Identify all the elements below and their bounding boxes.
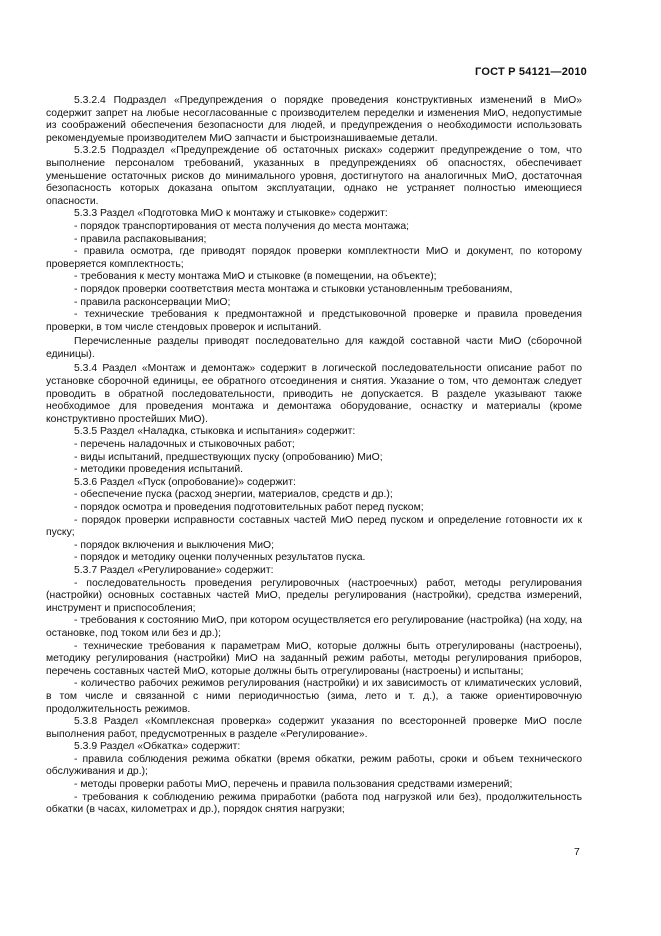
list-item: - методы проверки работы МиО, перечень и правила пользования средствами измерений;: [74, 779, 513, 791]
list-item: - виды испытаний, предшествующих пуску (опробованию) МиО;: [74, 451, 383, 463]
paragraph: 5.3.7 Раздел «Регулирование» содержит:: [74, 564, 274, 576]
list-item: - правила распаковывания;: [74, 233, 207, 245]
paragraph: 5.3.6 Раздел «Пуск (опробование)» содержит:: [74, 476, 296, 488]
list-item: - порядок и методику оценки полученных результатов пуска.: [74, 552, 366, 564]
page-number: 7: [574, 847, 580, 858]
paragraph: 5.3.2.5 Подраздел «Предупреждение об остаточных рисках» содержит предупреждение о том, что выполнение персоналом требований, указанных в предупреждениях об опасностях, обеспечивает уменьшение остаточных рисков до минимального уровня, достигнутого на аналогичных МиО, достаточная безопасность которых доказана опытом эксплуатации, однако не устраняет полностью имеющиеся опасности.: [46, 145, 582, 207]
list-item: - требования к состоянию МиО, при котором осуществляется его регулирование (настройка) (на ходу, на остановке, под током или без и др.);: [46, 615, 582, 639]
paragraph: 5.3.9 Раздел «Обкатка» содержит:: [74, 741, 241, 753]
list-item: - требования к месту монтажа МиО и стыковке (в помещении, на объекте);: [74, 271, 437, 283]
paragraph: 5.3.4 Раздел «Монтаж и демонтаж» содержит в логической последовательности описание работ по установке сборочной единицы, ее обратного отсоединения и снятия. Указание о том, что демонтаж следует проводить в обратной последовательности, приводить не допускается. В разделе указывают также необходимое для проведения монтажа и демонтажа оборудование, оснастку и материалы (кроме конструктивно простейших МиО).: [46, 363, 582, 425]
list-item: - порядок включения и выключения МиО;: [74, 539, 275, 551]
paragraph: 5.3.5 Раздел «Наладка, стыковка и испытания» содержит:: [74, 426, 356, 438]
paragraph: Перечисленные разделы приводят последовательно для каждой составной части МиО (сборочной единицы).: [46, 336, 582, 360]
list-item: - правила соблюдения режима обкатки (время обкатки, режим работы, сроки и объем технического обслуживания и др.);: [46, 753, 582, 778]
list-item: - порядок транспортирования от места получения до места монтажа;: [74, 220, 410, 232]
list-item: - порядок осмотра и проведения подготовительных работ перед пуском;: [74, 502, 424, 513]
paragraph: 5.3.2.4 Подраздел «Предупреждения о порядке проведения конструктивных изменений в МиО» содержит запрет на любые несогласованные с производителем переделки и изменения МиО, недопустимые из соображений обеспечения безопасности для людей, и предупреждения о необходимости использовать рекомендуемые производителем МиО запчасти и быстроизнашиваемые детали.: [46, 95, 582, 144]
list-item: - технические требования к параметрам МиО, которые должны быть отрегулированы (настроены), методику регулирования (настройки) МиО на заданный режим работы, методы регулирования приборов, перечень составных частей МиО, которые должны быть отрегулированы (настроены) и испытаны;: [46, 640, 582, 677]
list-item: - количество рабочих режимов регулирования (настройки) и их зависимость от климатических условий, в том числе и связанной с ними периодичностью (зима, лето и т. д.), а также ориентировочную продолжительность режимов.: [46, 678, 582, 715]
standard-id: ГОСТ Р 54121—2010: [475, 66, 587, 78]
list-item: - порядок проверки соответствия места монтажа и стыковки установленным требованиям,: [74, 283, 513, 295]
list-item: - перечень наладочных и стыковочных работ;: [74, 439, 295, 451]
paragraph: 5.3.8 Раздел «Комплексная проверка» содержит указания по всесторонней проверке МиО после выполнения работ, предусмотренных в разделе «Регулирование».: [46, 716, 582, 740]
list-item: - правила осмотра, где приводят порядок проверки комплектности МиО и документ, по которому проверяется комплектность;: [46, 246, 582, 270]
list-item: - правила расконсервации МиО;: [74, 296, 231, 308]
list-item: - требования к соблюдению режима приработки (работа под нагрузкой или без), продолжительность обкатки (в часах, километрах и др.), порядок снятия нагрузки;: [46, 791, 582, 816]
list-item: - порядок проверки исправности составных частей МиО перед пуском и определение готовности их к пуску;: [46, 514, 582, 539]
list-item: - последовательность проведения регулировочных (настроечных) работ, методы регулирования (настройки) основных составных частей МиО, пределы регулирования (настройки), средства измерений, инструмент и приспособления;: [46, 577, 582, 614]
list-item: - технические требования к предмонтажной и предстыковочной проверке и правила проведения проверки, в том числе стендовых проверок и испытаний.: [46, 309, 582, 333]
list-item: - методики проведения испытаний.: [74, 464, 244, 476]
list-item: - обеспечение пуска (расход энергии, материалов, средств и др.);: [74, 489, 393, 501]
document-body: [46, 95, 582, 817]
paragraph: 5.3.3 Раздел «Подготовка МиО к монтажу и стыковке» содержит:: [74, 208, 388, 220]
